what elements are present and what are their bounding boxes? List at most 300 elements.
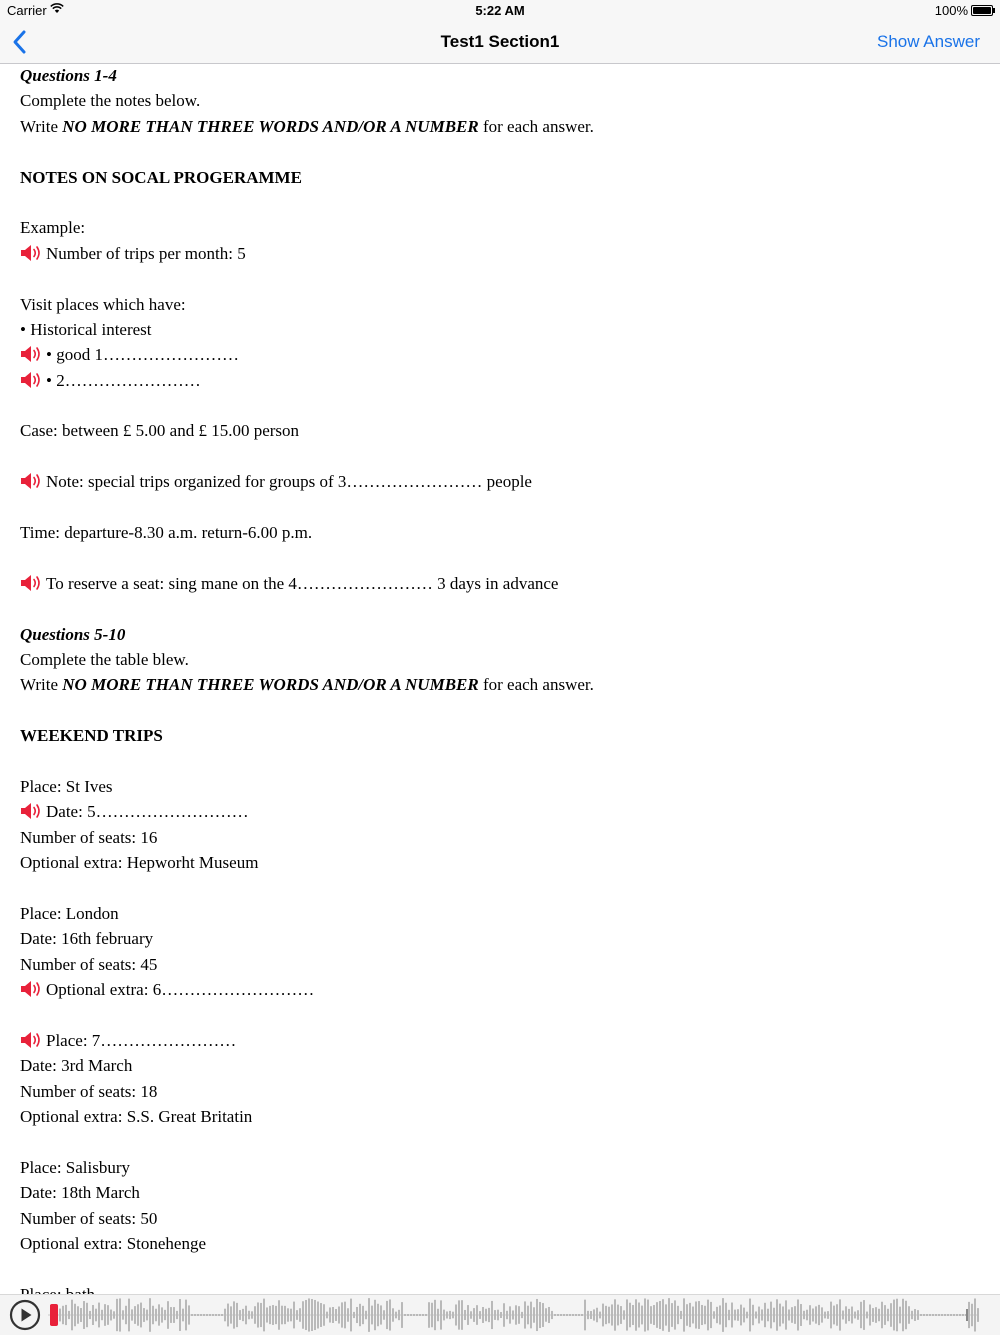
waveform-bar xyxy=(881,1302,883,1329)
waveform-bar xyxy=(140,1303,142,1328)
waveform-bar xyxy=(62,1306,64,1324)
waveform-bar xyxy=(269,1306,271,1324)
waveform-bar xyxy=(413,1314,415,1316)
waveform-bar xyxy=(848,1309,850,1321)
waveform-bar xyxy=(722,1298,724,1332)
waveform-bar xyxy=(344,1302,346,1329)
waveform-bar xyxy=(143,1308,145,1322)
waveform-bar xyxy=(104,1304,106,1326)
waveform-bar xyxy=(776,1299,778,1330)
stives-place: Place: St Ives xyxy=(20,776,113,796)
waveform-bar xyxy=(959,1314,961,1316)
waveform-bar xyxy=(461,1300,463,1330)
waveform-bar xyxy=(233,1301,235,1328)
waveform-bar xyxy=(80,1308,82,1322)
waveform-bar xyxy=(908,1306,910,1324)
speaker-icon[interactable] xyxy=(20,980,42,998)
waveform-bar xyxy=(374,1300,376,1330)
waveform-bar xyxy=(335,1309,337,1321)
waveform-bar xyxy=(359,1304,361,1326)
waveform-bar xyxy=(659,1301,661,1329)
waveform-bar xyxy=(173,1307,175,1323)
waveform-bar xyxy=(758,1307,760,1324)
waveform-bar xyxy=(641,1306,643,1325)
waveform-bar xyxy=(542,1303,544,1327)
waveform-bar xyxy=(68,1311,70,1319)
waveform-bar xyxy=(686,1304,688,1326)
waveform-bar xyxy=(230,1306,232,1323)
waveform-bar xyxy=(128,1299,130,1332)
waveform-bar xyxy=(188,1305,190,1324)
waveform-bar xyxy=(635,1299,637,1330)
waveform-bar xyxy=(110,1310,112,1321)
waveform-bar xyxy=(626,1299,628,1330)
waveform-bar xyxy=(290,1309,292,1322)
speaker-icon[interactable] xyxy=(20,574,42,592)
waveform-bar xyxy=(401,1302,403,1328)
waveform-bar xyxy=(200,1314,202,1316)
waveform-bar xyxy=(668,1298,670,1332)
battery-icon xyxy=(971,5,993,16)
waveform-bar xyxy=(698,1301,700,1329)
waveform-bar xyxy=(170,1307,172,1323)
waveform-bar xyxy=(515,1305,517,1324)
waveform-bar xyxy=(866,1312,868,1319)
waveform-bar xyxy=(569,1314,571,1316)
waveform-bar xyxy=(278,1300,280,1329)
waveform-bar xyxy=(386,1301,388,1329)
waveform-bar xyxy=(302,1301,304,1328)
question-3-line: Note: special trips organized for groups of 3…………………… people xyxy=(20,469,980,494)
waveform-bar xyxy=(509,1306,511,1323)
waveform-bar xyxy=(695,1301,697,1328)
waveform-bar xyxy=(107,1305,109,1325)
waveform-bar xyxy=(797,1299,799,1330)
p7-date: Date: 3rd March xyxy=(20,1056,133,1076)
page-title: Test1 Section1 xyxy=(440,32,560,51)
waveform-bar xyxy=(377,1304,379,1326)
waveform-bar xyxy=(932,1314,934,1316)
waveform-bar xyxy=(878,1309,880,1321)
waveform-bar xyxy=(137,1304,139,1325)
waveform-bar xyxy=(833,1306,835,1325)
waveform-bar xyxy=(101,1310,103,1320)
waveform-bar xyxy=(263,1299,265,1332)
waveform-bar xyxy=(455,1304,457,1325)
waveform-bar xyxy=(212,1314,214,1316)
salisbury-date: Date: 18th March xyxy=(20,1183,140,1203)
waveform-bar xyxy=(398,1310,400,1320)
waveform-bar xyxy=(419,1314,421,1316)
waveform-bar xyxy=(728,1310,730,1320)
speaker-icon[interactable] xyxy=(20,345,42,363)
waveform-bar xyxy=(89,1311,91,1319)
waveform-bar xyxy=(773,1308,775,1323)
waveform-bar xyxy=(839,1299,841,1330)
waveform-bar xyxy=(554,1314,556,1316)
back-button[interactable] xyxy=(10,28,30,56)
waveform-bar xyxy=(443,1310,445,1321)
waveform-bar xyxy=(857,1310,859,1320)
waveform-bar xyxy=(281,1306,283,1325)
waveform-bar xyxy=(590,1311,592,1319)
waveform-bar xyxy=(242,1309,244,1321)
waveform-bar xyxy=(371,1306,373,1325)
waveform-bar xyxy=(683,1298,685,1331)
waveform-bar xyxy=(785,1300,787,1329)
waveform-bar xyxy=(863,1300,865,1330)
waveform-bar xyxy=(299,1308,301,1322)
show-answer-button[interactable]: Show Answer xyxy=(877,32,980,51)
waveform-bar xyxy=(956,1314,958,1316)
waveform-bar xyxy=(260,1303,262,1327)
waveform-bar xyxy=(239,1310,241,1320)
waveform-bar xyxy=(476,1305,478,1325)
question-4-line: To reserve a seat: sing mane on the 4…………………… 3 days in advance xyxy=(20,571,980,596)
waveform-bar xyxy=(962,1314,964,1316)
waveform-bar xyxy=(323,1304,325,1326)
waveform-bar xyxy=(248,1311,250,1320)
waveform-bar xyxy=(251,1311,253,1318)
waveform-bar xyxy=(449,1311,451,1319)
waveform-bar xyxy=(257,1302,259,1327)
waveform-bar xyxy=(491,1301,493,1329)
waveform-bar xyxy=(149,1298,151,1332)
waveform-bar xyxy=(623,1310,625,1319)
waveform-bar xyxy=(836,1304,838,1325)
instruction-complete-notes: Complete the notes below. xyxy=(20,91,201,111)
waveform-bar xyxy=(353,1312,355,1318)
time-line: Time: departure-8.30 a.m. return-6.00 p.m. xyxy=(20,523,313,543)
london-date: Date: 16th february xyxy=(20,929,154,949)
waveform-bar xyxy=(425,1314,427,1316)
speaker-icon[interactable] xyxy=(20,802,42,820)
waveform-bar xyxy=(380,1305,382,1324)
notes-title: NOTES ON SOCAL PROGERAMME xyxy=(20,167,302,187)
waveform-bar xyxy=(587,1311,589,1319)
waveform-bar xyxy=(842,1311,844,1320)
waveform-bar xyxy=(176,1311,178,1319)
waveform-bar xyxy=(245,1306,247,1325)
waveform-bar xyxy=(266,1307,268,1322)
audio-waveform-scrubber[interactable] xyxy=(48,1295,988,1335)
waveform-bar xyxy=(362,1306,364,1324)
waveform-bar xyxy=(974,1298,976,1331)
waveform-bar xyxy=(719,1305,721,1324)
speaker-icon[interactable] xyxy=(20,472,42,490)
waveform-bar xyxy=(947,1314,949,1316)
waveform-bar xyxy=(701,1305,703,1325)
waveform-bar xyxy=(86,1303,88,1327)
waveform-bar xyxy=(416,1314,418,1316)
waveform-bar xyxy=(293,1302,295,1329)
waveform-bar xyxy=(296,1310,298,1320)
p7-extra: Optional extra: S.S. Great Britatin xyxy=(20,1107,253,1127)
waveform-bar xyxy=(620,1306,622,1324)
waveform-bar xyxy=(905,1301,907,1329)
waveform-bar xyxy=(209,1314,211,1316)
waveform-bar xyxy=(71,1300,73,1331)
waveform-bar xyxy=(467,1305,469,1325)
waveform-bar xyxy=(665,1304,667,1325)
waveform-bar xyxy=(782,1306,784,1323)
waveform-bar xyxy=(287,1308,289,1321)
waveform-bar xyxy=(923,1314,925,1316)
waveform-bar xyxy=(485,1309,487,1321)
question-content xyxy=(20,63,980,1294)
waveform-bar xyxy=(827,1311,829,1319)
waveform-bar xyxy=(752,1305,754,1325)
waveform-bar xyxy=(854,1312,856,1319)
waveform-bar xyxy=(464,1310,466,1320)
waveform-bar xyxy=(605,1306,607,1324)
london-place: Place: London xyxy=(20,903,119,923)
waveform-bar xyxy=(314,1300,316,1330)
carrier-label: Carrier xyxy=(7,3,47,18)
waveform-bar xyxy=(329,1307,331,1322)
speaker-icon[interactable] xyxy=(20,1031,42,1049)
example-line: Number of trips per month: 5 xyxy=(20,241,980,266)
audio-player xyxy=(0,1294,1000,1335)
waveform-bar xyxy=(236,1303,238,1327)
waveform-bar xyxy=(830,1302,832,1329)
waveform-bar xyxy=(530,1302,532,1329)
salisbury-extra: Optional extra: Stonehenge xyxy=(20,1233,207,1253)
waveform-bar xyxy=(821,1307,823,1322)
waveform-bar xyxy=(545,1308,547,1322)
waveform-bar xyxy=(305,1300,307,1330)
waveform-bar xyxy=(593,1309,595,1320)
waveform-bar xyxy=(185,1300,187,1331)
waveform-bar xyxy=(941,1314,943,1316)
status-bar xyxy=(0,0,1000,22)
waveform-bar xyxy=(764,1303,766,1327)
waveform-bar xyxy=(791,1307,793,1323)
waveform-bar xyxy=(113,1311,115,1318)
waveform-bar xyxy=(308,1298,310,1331)
waveform-bar xyxy=(431,1303,433,1327)
waveform-bar xyxy=(164,1310,166,1320)
waveform-bar xyxy=(74,1304,76,1327)
waveform-bar xyxy=(710,1302,712,1328)
waveform-bar xyxy=(938,1314,940,1316)
waveform-bar xyxy=(617,1305,619,1326)
waveform-bar xyxy=(194,1314,196,1316)
waveform-bar xyxy=(968,1302,970,1328)
waveform-bar xyxy=(662,1299,664,1331)
waveform-bar xyxy=(65,1305,67,1325)
waveform-bar xyxy=(116,1299,118,1331)
waveform-bar xyxy=(548,1307,550,1323)
waveform-bar xyxy=(560,1314,562,1316)
waveform-bar xyxy=(311,1299,313,1331)
waveform-bar xyxy=(557,1314,559,1316)
waveform-bar xyxy=(563,1314,565,1316)
waveform-bar xyxy=(902,1299,904,1331)
waveform-bar xyxy=(494,1310,496,1320)
waveform-bar xyxy=(524,1301,526,1328)
waveform-bar xyxy=(893,1300,895,1331)
waveform-bar xyxy=(131,1309,133,1320)
waveform-bar xyxy=(521,1312,523,1318)
waveform-bar xyxy=(368,1298,370,1332)
waveform-bar xyxy=(713,1311,715,1318)
waveform-bar xyxy=(383,1310,385,1320)
london-seats: Number of seats: 45 xyxy=(20,954,158,974)
waveform-bar xyxy=(215,1314,217,1316)
waveform-bar xyxy=(704,1306,706,1324)
waveform-bar xyxy=(971,1304,973,1326)
waveform-bar xyxy=(809,1305,811,1325)
waveform-bar xyxy=(428,1302,430,1328)
waveform-bar xyxy=(227,1304,229,1327)
waveform-bar xyxy=(578,1314,580,1316)
question-5-line: Date: 5……………………… xyxy=(20,799,980,824)
waveform-bar xyxy=(452,1312,454,1319)
waveform-bar xyxy=(575,1314,577,1316)
waveform-bar xyxy=(272,1305,274,1325)
waveform-bar xyxy=(689,1303,691,1327)
waveform-bar xyxy=(182,1309,184,1322)
waveform-bar xyxy=(677,1306,679,1324)
case-line: Case: between £ 5.00 and £ 15.00 person xyxy=(20,421,300,441)
waveform-bar xyxy=(746,1312,748,1319)
waveform-bar xyxy=(953,1314,955,1316)
waveform-bar xyxy=(917,1310,919,1320)
waveform-bar xyxy=(926,1314,928,1316)
waveform-bar xyxy=(815,1306,817,1323)
waveform-bar xyxy=(656,1302,658,1328)
waveform-bar xyxy=(317,1302,319,1329)
waveform-bar xyxy=(851,1307,853,1324)
waveform-bar xyxy=(818,1305,820,1325)
waveform-bar xyxy=(332,1307,334,1323)
waveform-bar xyxy=(203,1314,205,1316)
waveform-bar xyxy=(731,1303,733,1328)
speaker-icon[interactable] xyxy=(20,371,42,389)
waveform-bar xyxy=(812,1308,814,1321)
waveform-bar xyxy=(518,1306,520,1324)
chevron-left-icon xyxy=(10,28,30,56)
waveform-bar xyxy=(338,1306,340,1323)
stives-extra: Optional extra: Hepworht Museum xyxy=(20,853,259,873)
waveform-bar xyxy=(410,1314,412,1316)
waveform-bar xyxy=(707,1300,709,1331)
waveform-bar xyxy=(629,1303,631,1328)
waveform-bar xyxy=(638,1303,640,1328)
waveform-bar xyxy=(407,1314,409,1316)
waveform-bar xyxy=(794,1306,796,1324)
waveform-bar xyxy=(692,1307,694,1324)
play-button[interactable] xyxy=(9,1299,41,1331)
waveform-bar xyxy=(122,1310,124,1319)
waveform-bar xyxy=(914,1309,916,1321)
waveform-bar xyxy=(551,1311,553,1319)
waveform-bar xyxy=(581,1314,583,1316)
waveform-bar xyxy=(191,1314,193,1316)
waveform-bar xyxy=(767,1309,769,1322)
waveform-bar xyxy=(392,1308,394,1321)
waveform-bar xyxy=(155,1309,157,1322)
waveform-bar xyxy=(779,1304,781,1327)
waveform-bar xyxy=(566,1314,568,1316)
waveform-bar xyxy=(737,1309,739,1321)
waveform-bar xyxy=(488,1308,490,1322)
waveform-bar xyxy=(788,1310,790,1321)
waveform-bar xyxy=(197,1314,199,1316)
waveform-bar xyxy=(899,1307,901,1324)
waveform-bar xyxy=(446,1311,448,1318)
waveform-bar xyxy=(884,1305,886,1325)
weekend-trips-title: WEEKEND TRIPS xyxy=(20,726,163,746)
waveform-bar xyxy=(92,1305,94,1325)
question-1-line: • good 1…………………… xyxy=(20,342,980,367)
waveform-bar xyxy=(845,1306,847,1323)
waveform-bar xyxy=(929,1314,931,1316)
waveform-bar xyxy=(608,1307,610,1324)
stives-seats: Number of seats: 16 xyxy=(20,827,158,847)
waveform-bar xyxy=(470,1311,472,1318)
playhead-marker xyxy=(50,1304,58,1326)
p7-seats: Number of seats: 18 xyxy=(20,1081,158,1101)
waveform-bar xyxy=(395,1312,397,1319)
instruction-word-limit: Write NO MORE THAN THREE WORDS AND/OR A NUMBER for each answer. xyxy=(20,116,594,136)
question-6-line: Optional extra: 6……………………… xyxy=(20,977,980,1002)
waveform-bar xyxy=(644,1298,646,1331)
waveform-bar xyxy=(167,1301,169,1329)
waveform-bar xyxy=(950,1314,952,1316)
waveform-bar xyxy=(584,1300,586,1331)
waveform-bar xyxy=(479,1311,481,1319)
waveform-bar xyxy=(725,1303,727,1327)
waveform-bar xyxy=(869,1304,871,1325)
waveform-bar xyxy=(320,1303,322,1327)
waveform-bar xyxy=(761,1309,763,1320)
historical-interest: • Historical interest xyxy=(20,319,152,339)
waveform-bar xyxy=(440,1300,442,1329)
waveform-bar xyxy=(716,1307,718,1323)
waveform-bar xyxy=(614,1299,616,1330)
waveform-bar xyxy=(134,1306,136,1324)
waveform-bar xyxy=(434,1300,436,1330)
waveform-bar xyxy=(860,1302,862,1328)
waveform-bar xyxy=(602,1304,604,1327)
waveform-bar xyxy=(98,1303,100,1328)
end-marker xyxy=(966,1309,968,1321)
waveform-bar xyxy=(497,1310,499,1321)
waveform-bar xyxy=(599,1312,601,1319)
waveform-bar xyxy=(389,1299,391,1330)
waveform-bar xyxy=(875,1307,877,1323)
salisbury-seats: Number of seats: 50 xyxy=(20,1208,158,1228)
waveform-bar xyxy=(347,1308,349,1321)
waveform-bar xyxy=(221,1314,223,1316)
question-2-line: • 2…………………… xyxy=(20,368,980,393)
example-label: Example: xyxy=(20,218,86,238)
waveform-bar xyxy=(404,1314,406,1316)
questions-5-10-heading: Questions 5-10 xyxy=(20,624,126,644)
waveform-bar xyxy=(275,1306,277,1324)
waveform-bar xyxy=(512,1310,514,1319)
visit-places-label: Visit places which have: xyxy=(20,294,186,314)
speaker-icon[interactable] xyxy=(20,244,42,262)
waveform-bar xyxy=(890,1303,892,1327)
waveform-bar xyxy=(755,1312,757,1319)
waveform-bar xyxy=(503,1303,505,1326)
waveform-bar xyxy=(800,1304,802,1326)
waveform-bar xyxy=(671,1303,673,1327)
waveform-bar xyxy=(896,1299,898,1332)
